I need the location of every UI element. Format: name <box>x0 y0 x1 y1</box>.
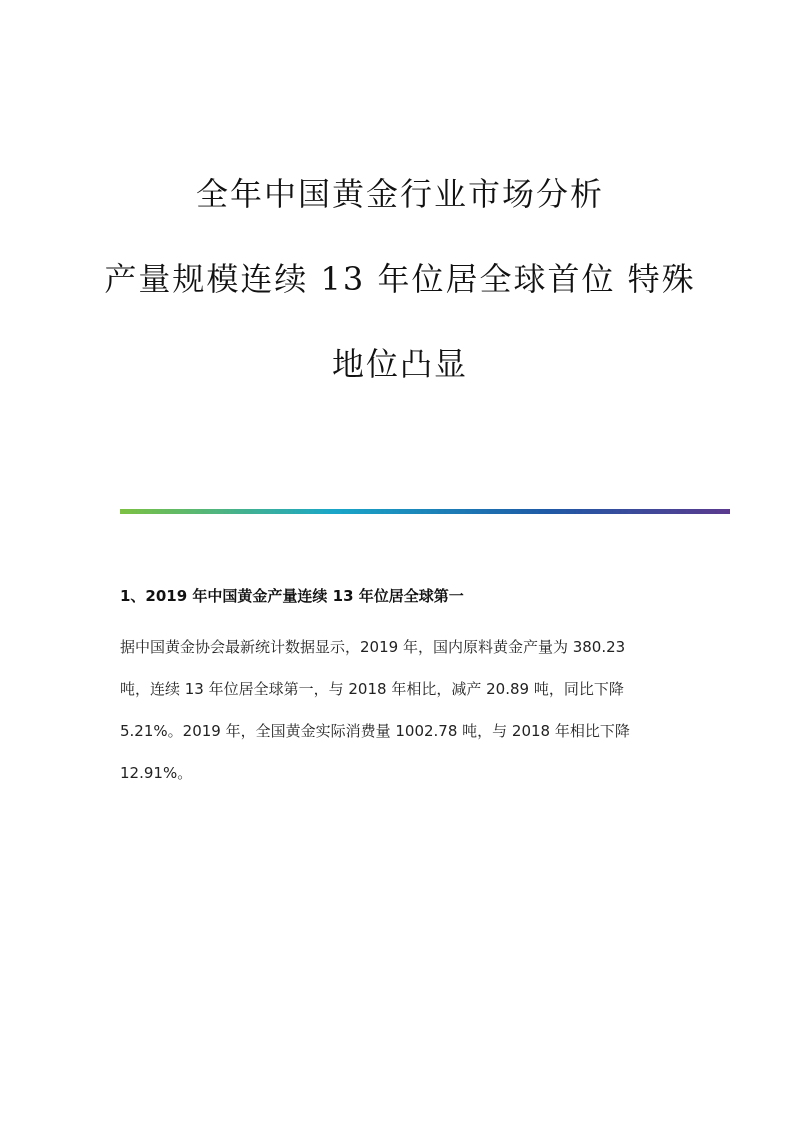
body-line-3: 5.21%。2019 年，全国黄金实际消费量 1002.78 吨，与 2018 年相比下降 <box>120 722 630 740</box>
title-line-2: 产量规模连续 13 年位居全球首位 特殊 <box>104 260 696 298</box>
title-line-3: 地位凸显 <box>331 345 468 383</box>
body-line-1: 据中国黄金协会最新统计数据显示，2019 年，国内原料黄金产量为 380.23 <box>120 638 626 656</box>
body-line-2: 吨，连续 13 年位居全球第一，与 2018 年相比，减产 20.89 吨，同比下降 <box>120 680 624 698</box>
section-heading: 1、2019 年中国黄金产量连续 13 年位居全球第一 <box>120 587 464 605</box>
title-line-1: 全年中国黄金行业市场分析 <box>195 175 604 213</box>
body-line-4: 12.91%。 <box>120 764 193 782</box>
gradient-divider <box>120 509 730 514</box>
document-title <box>0 175 800 383</box>
body-paragraph <box>120 626 690 794</box>
